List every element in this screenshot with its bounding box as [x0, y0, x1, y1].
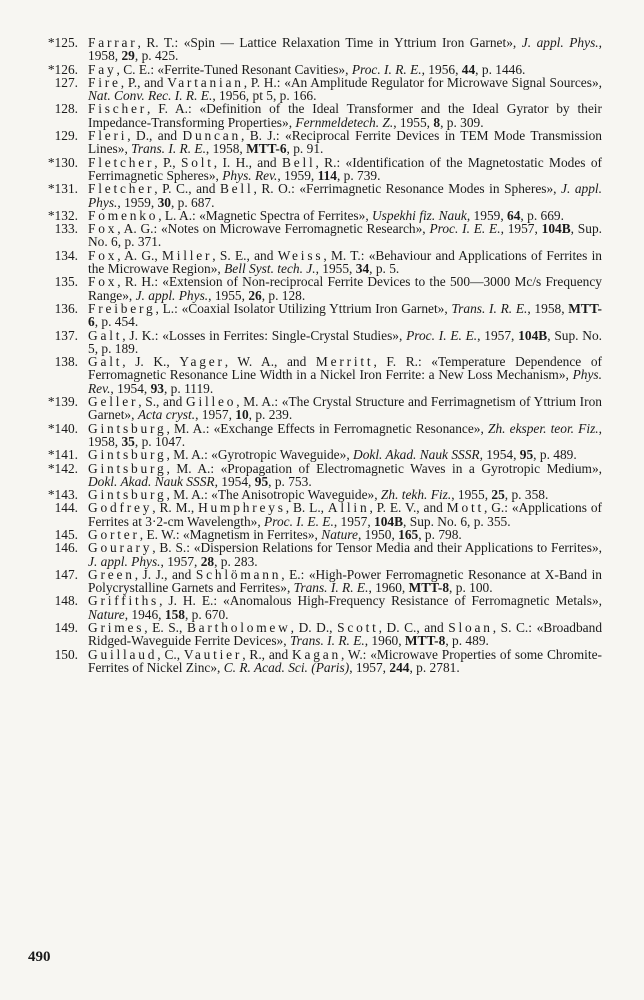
citation-text: , 1958,: [88, 35, 602, 64]
reference-entry: [0, 462, 644, 489]
citation-text: , p. 669.: [520, 207, 564, 223]
citation-text: , p. 128.: [261, 287, 306, 303]
reference-entry: [0, 209, 644, 222]
citation-text: , M. A.: «Gyrotropic Waveguide»,: [166, 447, 354, 463]
citation-text: , p. 489.: [445, 633, 489, 649]
citation-text: , G.: «Applications of Ferrites at 3·2-cm Wavelength»,: [88, 500, 602, 529]
citation-text: , R. M.,: [152, 500, 199, 516]
reference-entry: [0, 63, 644, 76]
citation-text: , C. E.: «Ferrite-Tuned Resonant Cavities»,: [116, 61, 352, 77]
citation-text: , P.,: [154, 154, 181, 170]
volume-number: MTT-6: [246, 141, 287, 157]
reference-entry: [0, 182, 644, 209]
reference-number: *130.: [47, 154, 78, 170]
reference-number: 149.: [54, 620, 78, 636]
journal-title: Proc. I. E. E.: [429, 221, 501, 237]
author-name: Schlömann: [195, 566, 282, 582]
citation-text: , 1946,: [124, 606, 165, 622]
citation-text: , p. 739.: [336, 167, 381, 183]
citation-text: , Sup. No. 5, p. 189.: [88, 327, 602, 356]
journal-title: C. R. Acad. Sci. (Paris): [223, 659, 350, 675]
reference-number: 137.: [54, 327, 78, 343]
reference-entry: [0, 102, 644, 129]
journal-title: Proc. I. E. E.: [406, 327, 478, 343]
citation-text: , J. H. E.: «Anomalous High-Frequency Resistance of Ferromagnetic Metals»,: [159, 593, 602, 609]
reference-number: 128.: [54, 101, 78, 117]
citation-text: , L.: «Coaxial Isolator Utilizing Yttrium Iron Garnet»,: [155, 300, 452, 316]
author-name: Miller: [162, 247, 213, 263]
reference-number: 133.: [54, 221, 78, 237]
citation-text: , 1956, pt 5, p. 166.: [212, 88, 317, 104]
citation-text: , M. A.: «Exchange Effects in Ferromagnetic Resonance»,: [166, 420, 488, 436]
journal-title: Trans. I. R. E.: [293, 580, 369, 596]
reference-entry: [0, 488, 644, 501]
journal-title: Nat. Conv. Rec. I. R. E.: [88, 88, 213, 104]
citation-text: , p. 687.: [170, 194, 215, 210]
author-name: Gorter: [88, 526, 140, 542]
reference-number: *140.: [47, 420, 78, 436]
journal-title: Trans. I. R. E.: [451, 300, 528, 316]
citation-text: , 1954,: [214, 473, 255, 489]
volume-number: 244: [389, 659, 410, 675]
author-name: Gilleo: [186, 394, 237, 410]
author-name: Fox: [88, 221, 118, 237]
volume-number: 95: [254, 473, 269, 489]
author-name: Freiberg: [88, 300, 156, 316]
author-name: Mott: [446, 500, 484, 516]
citation-text: , M. A.: «The Crystal Structure and Ferrimagnetism of Yttrium Iron Garnet»,: [88, 394, 602, 423]
citation-text: , M. A.: «The Anisotropic Waveguide»,: [166, 487, 381, 503]
citation-text: , 1957,: [500, 221, 542, 237]
citation-text: , B. S.: «Dispersion Relations for Tensor Media and their Applications to Ferrites»,: [152, 540, 602, 556]
citation-text: , I. H., and: [213, 154, 282, 170]
citation-text: , 1959,: [466, 207, 508, 223]
citation-text: , Sup. No. 6, p. 355.: [403, 513, 511, 529]
author-name: Fomenko: [88, 207, 159, 223]
journal-title: Bell Syst. tech. J.: [224, 261, 316, 277]
reference-number: 138.: [54, 354, 78, 370]
citation-text: , p. 1047.: [134, 433, 186, 449]
reference-number: 150.: [54, 646, 78, 662]
reference-entry: [0, 594, 644, 621]
reference-entry: [0, 648, 644, 675]
reference-entry: [0, 222, 644, 249]
reference-entry: [0, 541, 644, 568]
citation-text: , D. C., and: [378, 620, 449, 636]
journal-title: Acta cryst.: [137, 407, 196, 423]
citation-text: , 1958,: [88, 420, 602, 449]
volume-number: 44: [461, 61, 476, 77]
volume-number: 34: [355, 261, 370, 277]
citation-text: , F. A.: «Definition of the Ideal Transformer and the Ideal Gyrator by their Impedance-Transforming Properties»,: [88, 101, 602, 130]
citation-text: , S. E., and: [212, 247, 278, 263]
citation-text: , p. 1446.: [475, 61, 526, 77]
author-name: Fletcher: [88, 181, 155, 197]
author-name: Humphreys: [198, 500, 286, 516]
journal-title: J. appl. Phys.: [88, 553, 161, 569]
reference-entry: [0, 422, 644, 449]
author-name: Vartanian: [167, 74, 244, 90]
citation-text: , C.,: [157, 646, 184, 662]
volume-number: 10: [235, 407, 249, 423]
reference-number: *125.: [47, 35, 78, 50]
citation-text: , Sup. No. 6, p. 371.: [88, 221, 602, 250]
journal-title: Phys. Rev.: [88, 367, 602, 396]
reference-number: 129.: [54, 128, 78, 144]
author-name: Bartholomew: [186, 620, 291, 636]
citation-text: , 1958,: [527, 300, 569, 316]
journal-title: Zh. tekh. Fiz.: [380, 487, 452, 503]
author-name: Guillaud: [88, 646, 158, 662]
reference-number: *131.: [47, 181, 78, 197]
author-name: Fire: [88, 74, 121, 90]
reference-entry: [0, 329, 644, 356]
citation-text: , J. J., and: [134, 566, 196, 582]
citation-text: , 1957,: [477, 327, 519, 343]
author-name: Geller: [88, 394, 139, 410]
volume-number: 158: [164, 606, 185, 622]
citation-text: , 1960,: [364, 633, 405, 649]
citation-text: , p. 425.: [134, 48, 179, 64]
citation-text: , P., and: [120, 74, 168, 90]
reference-number: 145.: [54, 526, 78, 542]
author-name: Fletcher: [88, 154, 155, 170]
reference-number: *142.: [47, 460, 78, 476]
reference-number: *132.: [47, 207, 78, 223]
author-name: Fox: [88, 247, 118, 263]
reference-entry: [0, 302, 644, 329]
citation-text: , 1959,: [117, 194, 158, 210]
author-name: Fleri: [88, 128, 128, 144]
author-name: Gintsburg: [88, 447, 167, 463]
citation-text: , F. R.: «Temperature Dependence of Ferromagnetic Resonance Line Width in a Nickel Iron Ferrite: a New Loss Mechanism»,: [88, 354, 602, 383]
citation-text: , J. K.,: [122, 354, 180, 370]
citation-text: , B. L.,: [285, 500, 328, 516]
journal-title: Zh. eksper. teor. Fiz.: [488, 420, 599, 436]
citation-text: , 1957,: [160, 553, 201, 569]
citation-text: , J. K.: «Losses in Ferrites: Single-Crystal Studies»,: [122, 327, 407, 343]
volume-number: 114: [317, 167, 337, 183]
reference-number: 146.: [54, 540, 78, 556]
reference-entry: [0, 355, 644, 395]
citation-text: , 1957,: [349, 659, 390, 675]
author-name: Galt: [88, 354, 123, 370]
author-name: Farrar: [88, 35, 138, 50]
reference-entry: [0, 395, 644, 422]
author-name: Green: [88, 566, 135, 582]
reference-number: 135.: [54, 274, 78, 290]
citation-text: , R. H.: «Extension of Non-reciprocal Ferrite Devices to the 500—3000 Mc/s Frequency Range»,: [88, 274, 602, 303]
author-name: Vautier: [183, 646, 243, 662]
journal-title: Trans. I. R. E.: [131, 141, 206, 157]
journal-title: J. appl. Phys.: [88, 181, 603, 210]
citation-text: , p. 239.: [248, 407, 293, 423]
citation-text: , p. 309.: [440, 114, 484, 130]
citation-text: , p. 798.: [418, 526, 462, 542]
author-name: Fox: [88, 274, 118, 290]
citation-text: , L. A.: «Magnetic Spectra of Ferrites»,: [158, 207, 373, 223]
reference-entry: [0, 448, 644, 461]
reference-entry: [0, 36, 644, 63]
author-name: Griffiths: [88, 593, 160, 609]
author-name: Grimes: [88, 620, 145, 636]
citation-text: , E. S.,: [144, 620, 187, 636]
citation-text: , 1958,: [205, 141, 247, 157]
volume-number: 104B: [541, 221, 571, 237]
citation-text: , 1957,: [195, 407, 236, 423]
citation-text: , R. O.: «Ferrimagnetic Resonance Modes in Spheres»,: [253, 181, 562, 197]
citation-text: , p. 2781.: [409, 659, 460, 675]
volume-number: 30: [157, 194, 171, 210]
citation-text: , R.: «Identification of the Magnetostatic Modes of Ferrimagnetic Spheres»,: [88, 154, 602, 183]
author-name: Fay: [88, 61, 117, 77]
citation-text: , p. 454.: [94, 314, 139, 330]
citation-text: , 1960,: [368, 580, 409, 596]
volume-number: MTT-6: [88, 300, 603, 330]
citation-text: , p. 1119.: [163, 380, 214, 396]
journal-title: Uspekhi fiz. Nauk: [372, 207, 467, 223]
author-name: Gourary: [88, 540, 153, 556]
volume-number: 64: [507, 207, 521, 223]
author-name: Scott: [337, 620, 379, 636]
reference-entry: [0, 76, 644, 103]
citation-text: , S. C.: «Broadband Ridged-Waveguide Ferrite Devices»,: [88, 620, 603, 649]
author-name: Merritt: [315, 354, 374, 370]
volume-number: 104B: [518, 327, 548, 343]
volume-number: MTT-8: [404, 633, 446, 649]
citation-text: , P. E. V., and: [369, 500, 447, 516]
author-name: Sloan: [448, 620, 493, 636]
author-name: Fischer: [88, 101, 148, 117]
journal-title: J. appl. Phys.: [521, 35, 599, 50]
reference-entry: [0, 621, 644, 648]
reference-number: *126.: [47, 61, 78, 77]
reference-number: 134.: [54, 247, 78, 263]
journal-title: Dokl. Akad. Nauk SSSR: [88, 473, 215, 489]
volume-number: 93: [150, 380, 164, 396]
citation-text: , p. 489.: [533, 447, 577, 463]
author-name: Bell: [281, 154, 316, 170]
citation-text: , R., and: [242, 646, 293, 662]
author-name: Galt: [88, 327, 123, 343]
citation-text: , 1950,: [357, 526, 399, 542]
citation-text: , A. G.: «Notes on Microwave Ferromagnetic Research»,: [117, 221, 430, 237]
journal-title: Proc. I. R. E.: [351, 61, 422, 77]
reference-number: 144.: [54, 500, 78, 516]
citation-text: , M. A.: «Propagation of Electromagnetic Waves in a Gyrotropic Medium»,: [166, 460, 602, 476]
citation-text: , W. A., and: [224, 354, 316, 370]
citation-text: , 1955,: [208, 287, 249, 303]
citation-text: , 1959,: [277, 167, 318, 183]
reference-number: *139.: [47, 394, 78, 410]
citation-text: , 1954,: [110, 380, 151, 396]
author-name: Gintsburg: [88, 487, 167, 503]
citation-text: , 1955,: [393, 114, 434, 130]
citation-text: , A. G.,: [117, 247, 163, 263]
reference-number: 127.: [54, 74, 78, 90]
journal-title: Fernmeldetech. Z.: [295, 114, 394, 130]
author-name: Allin: [327, 500, 370, 516]
reference-entry: [0, 275, 644, 302]
reference-number: 148.: [54, 593, 78, 609]
reference-number: 136.: [54, 300, 78, 316]
citation-text: , p. 100.: [449, 580, 493, 596]
author-name: Duncan: [182, 128, 241, 144]
author-name: Solt: [180, 154, 214, 170]
journal-title: Dokl. Akad. Nauk SSSR: [353, 447, 480, 463]
journal-title: Trans. I. R. E.: [289, 633, 365, 649]
journal-title: Proc. I. E. E.: [264, 513, 334, 529]
citation-text: , p. 753.: [268, 473, 312, 489]
reference-entry: [0, 501, 644, 528]
journal-title: J. appl. Phys.: [135, 287, 209, 303]
citation-text: , E.: «High-Power Ferromagnetic Resonance at X-Band in Polycrystalline Garnets and Ferrites»,: [88, 566, 602, 596]
reference-entry: [0, 568, 644, 595]
reference-number: *143.: [47, 487, 78, 503]
citation-text: , D. D.,: [290, 620, 338, 636]
author-name: Yager: [179, 354, 225, 370]
volume-number: 28: [200, 553, 215, 569]
author-name: Gintsburg: [88, 460, 167, 476]
citation-text: , P. C., and: [154, 181, 220, 197]
volume-number: 104B: [374, 513, 404, 529]
volume-number: 165: [398, 526, 419, 542]
citation-text: , B. J.: «Reciprocal Ferrite Devices in TEM Mode Transmission Lines»,: [88, 128, 603, 157]
citation-text: , 1954,: [479, 447, 520, 463]
volume-number: 8: [433, 114, 441, 130]
journal-title: Nature: [88, 606, 125, 622]
citation-text: , W.: «Microwave Properties of some Chromite-Ferrites of Nickel Zinc»,: [88, 646, 603, 675]
author-name: Kagan: [292, 646, 341, 662]
citation-text: , p. 5.: [369, 261, 400, 277]
volume-number: 25: [491, 487, 505, 503]
citation-text: , 1955,: [315, 261, 356, 277]
citation-text: , E. W.: «Magnetism in Ferrites»,: [139, 526, 322, 542]
volume-number: 26: [248, 287, 262, 303]
citation-text: , p. 358.: [504, 487, 549, 503]
citation-text: , M. T.: «Behaviour and Applications of Ferrites in the Microwave Region»,: [88, 247, 602, 277]
citation-text: , p. 283.: [214, 553, 258, 569]
citation-text: , S., and: [138, 394, 186, 410]
reference-number: 147.: [54, 566, 78, 582]
volume-number: 95: [519, 447, 534, 463]
citation-text: , D., and: [127, 128, 183, 144]
citation-text: , R. T.: «Spin — Lattice Relaxation Time in Yttrium Iron Garnet»,: [137, 35, 522, 50]
author-name: Bell: [219, 181, 254, 197]
reference-entry: [0, 129, 644, 156]
citation-text: , p. 91.: [286, 141, 324, 157]
citation-text: , 1957,: [333, 513, 375, 529]
author-name: Weiss: [277, 247, 324, 263]
reference-number: *141.: [47, 447, 78, 463]
page-number: 490: [28, 949, 51, 965]
reference-entry: [0, 156, 644, 183]
reference-entry: [0, 528, 644, 541]
journal-title: Phys. Rev.: [222, 167, 278, 183]
author-name: Godfrey: [88, 500, 153, 516]
reference-list: [0, 36, 644, 674]
volume-number: 29: [121, 48, 135, 64]
author-name: Gintsburg: [88, 420, 167, 436]
citation-text: , 1956,: [421, 61, 462, 77]
citation-text: , p. 670.: [184, 606, 229, 622]
citation-text: , 1955,: [451, 487, 492, 503]
reference-entry: [0, 249, 644, 276]
volume-number: 35: [121, 433, 135, 449]
journal-title: Nature: [321, 526, 358, 542]
volume-number: MTT-8: [408, 580, 450, 596]
citation-text: , P. H.: «An Amplitude Regulator for Microwave Signal Sources»,: [243, 74, 602, 90]
